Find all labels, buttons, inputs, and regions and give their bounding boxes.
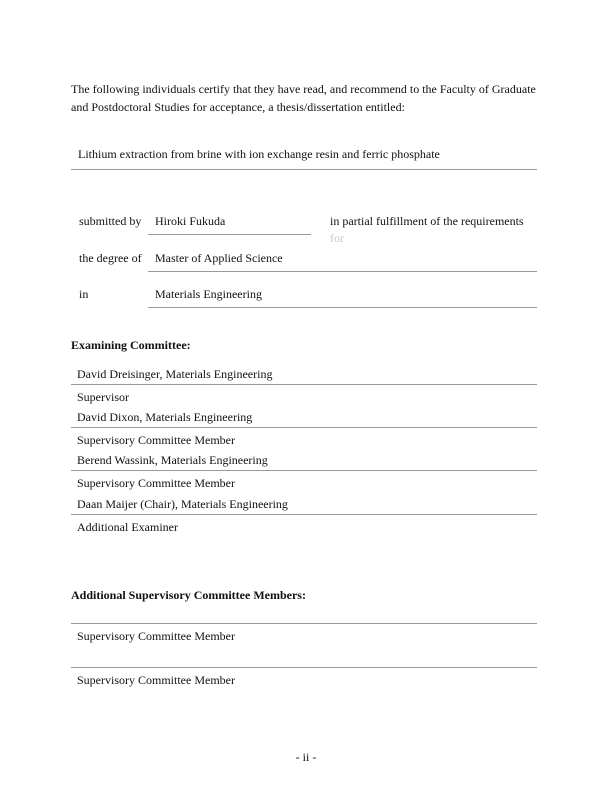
committee-name-line	[71, 453, 537, 471]
committee-member-name: David Dixon, Materials Engineering	[77, 410, 253, 424]
additional-member-role: Supervisory Committee Member	[77, 673, 235, 687]
committee-member-role: Supervisory Committee Member	[77, 433, 235, 447]
additional-members-heading: Additional Supervisory Committee Members:	[71, 588, 306, 602]
committee-member-role: Additional Examiner	[77, 520, 178, 534]
page-number: - ii -	[295, 750, 317, 764]
fulfillment-statement	[330, 213, 535, 247]
committee-member-name: Berend Wassink, Materials Engineering	[77, 453, 268, 467]
submitted-by-label: submitted by	[79, 214, 142, 228]
additional-member-row	[71, 646, 537, 687]
committee-row	[71, 497, 537, 534]
degree-field	[148, 247, 537, 272]
additional-member-row	[71, 602, 537, 643]
committee-member-role: Supervisor	[77, 390, 129, 404]
thesis-title-field	[71, 146, 537, 170]
signature-line	[71, 646, 537, 668]
committee-row	[71, 453, 537, 490]
signature-line	[71, 602, 537, 624]
committee-member-name: Daan Maijer (Chair), Materials Engineering	[77, 497, 288, 511]
field-of-study-value: Materials Engineering	[155, 287, 262, 301]
committee-member-name: David Dreisinger, Materials Engineering	[77, 367, 273, 381]
committee-name-line	[71, 367, 537, 385]
examining-committee-heading: Examining Committee:	[71, 338, 191, 352]
committee-row	[71, 367, 537, 404]
field-of-study-field	[148, 283, 537, 308]
additional-member-role: Supervisory Committee Member	[77, 629, 235, 643]
fulfillment-line1: in partial fulfillment of the requirements	[330, 214, 524, 228]
committee-member-role: Supervisory Committee Member	[77, 476, 235, 490]
degree-label: the degree of	[79, 251, 142, 265]
thesis-title-text: Lithium extraction from brine with ion exchange resin and ferric phosphate	[78, 147, 440, 161]
submitted-by-name: Hiroki Fukuda	[155, 214, 226, 228]
degree-value: Master of Applied Science	[155, 251, 283, 265]
submitted-by-field	[148, 210, 311, 235]
fulfillment-line2: for	[330, 231, 344, 245]
certification-statement: The following individuals certify that they have read, and recommend to the Faculty of Graduate and Postdoctoral Studies for acceptance, a thesis/dissertation entitled:	[71, 82, 536, 114]
committee-name-line	[71, 497, 537, 515]
committee-name-line	[71, 410, 537, 428]
committee-row	[71, 410, 537, 447]
in-label: in	[79, 287, 89, 301]
